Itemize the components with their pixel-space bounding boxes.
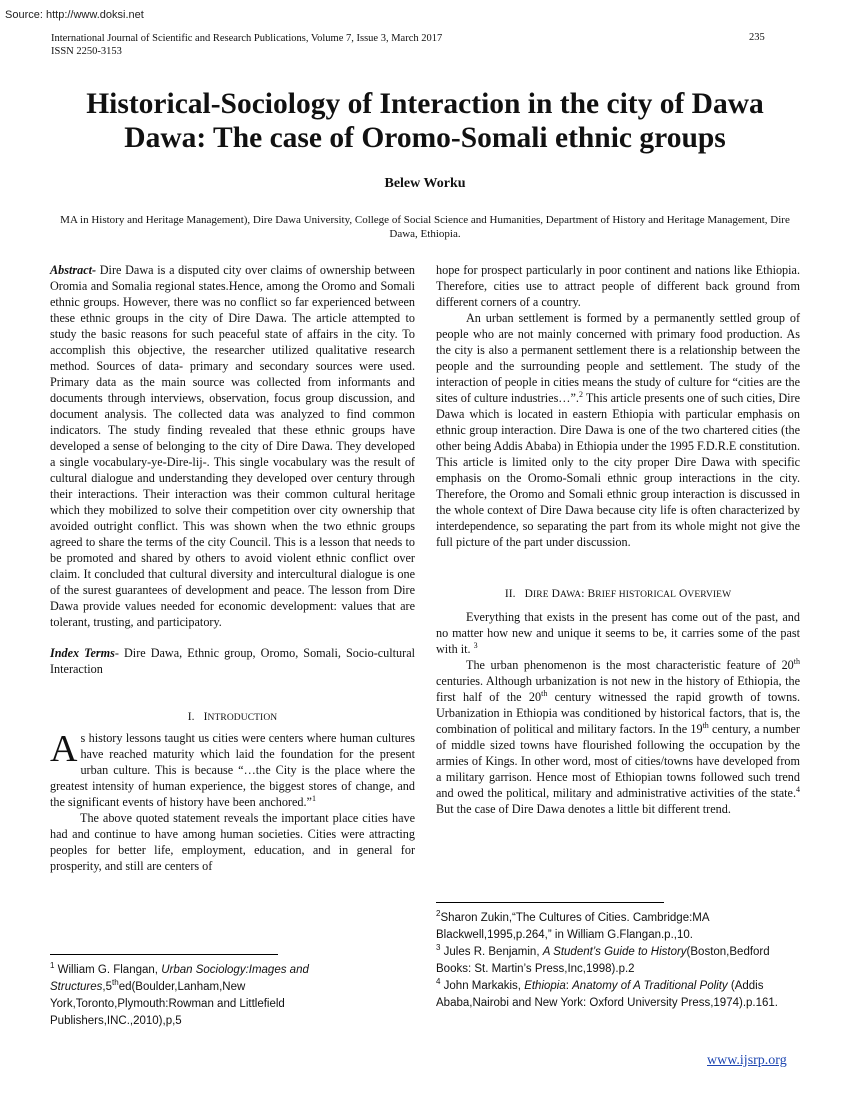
footnote-4: $^4$ John Markakis, Ethiopia: Anatomy of A Traditional Polity (Addis Ababa,Nairobi and New York: Oxford University Press,1974).p.161.: [436, 977, 778, 1009]
journal-website-link[interactable]: www.ijsrp.org: [707, 1053, 787, 1068]
page-number: 235: [749, 32, 765, 43]
history-paragraph-1: Everything that exists in the present has come out of the past, and no matter how new and unique it seems to be, it carries some of the past with it. $^3$: [436, 610, 800, 656]
history-paragraph-2: The urban phenomenon is the most characteristic feature of 20th centuries. Although urbanization is not new in the history of Ethiopia, the first half of the 20th century witnessed the rapid growth of towns. Urbanization in Ethiopia was conditioned by historical factors, that is, the combination of political and military factors. In the 19th century, a number of middle sized towns have flourished following the occupation by the armies of Kings. In other word, most of cities/towns have developed from a military garrison. Hence most of Ethiopian towns followed such trend and owed the political, military and administrative activities of the state.$^4$ But the case of Dire Dawa denotes a little bit different trend.: [436, 656, 800, 816]
section-heading-historical-overview: II. DIRE DAWA: BRIEF HISTORICAL OVERVIEW: [504, 588, 732, 600]
intro-paragraph-2: The above quoted statement reveals the important place cities have had and continue to have among human societies. Cities were attracting peoples for better life, employment, education, and in general for prosperity, and still are centers of: [50, 811, 415, 873]
author-name: Belew Worku: [384, 176, 466, 191]
paper-title: [50, 87, 800, 155]
journal-issn: ISSN 2250-3153: [51, 46, 122, 57]
journal-header: [51, 32, 442, 58]
section-heading-introduction: I. INTRODUCTION: [187, 711, 278, 723]
footnote-3: $^3$ Jules R. Benjamin, A Student’s Guide to History(Boston,Bedford Books: St. Martin’s Press,Inc,1998).p.2: [436, 943, 770, 975]
title-line-1: Historical-Sociology of Interaction in the city of Dawa: [86, 88, 764, 120]
source-url: Source: http://www.doksi.net: [5, 9, 144, 21]
title-line-2: Dawa: The case of Oromo-Somali ethnic groups: [124, 122, 726, 154]
footnote-2: $^2$Sharon Zukin,“The Cultures of Cities. Cambridge:MA Blackwell,1995,p.264,” in William G.Flangan.p.,10.: [436, 909, 709, 941]
intro-paragraph-continued: hope for prospect particularly in poor continent and nations like Ethiopia. Therefore, cities use to attract people of different back ground from different corners of a country.: [436, 263, 800, 309]
intro-paragraph-1: As history lessons taught us cities were centers where human cultures have reached maturity which laid the foundation for the present urban culture. This is because “…the City is the place where the greatest intensity of human experience, the biggest stores of change, and the significant events of history have been anchored.”$^1$: [50, 728, 415, 809]
intro-paragraph-3: An urban settlement is formed by a permanently settled group of people who are not mainly concerned with primary food production. As the city is also a permanent settlement there is a relationship between the people and the surrounding people and settlement. The study of the interaction of people in cities means the study of culture for “cities are the sites of culture industries…”.$^2$ This article presents one of such cities, Dire Dawa which is located in eastern Ethiopia with particular emphasis on ethnic group interaction. Dire Dawa is one of the two chartered cities (the other being Addis Ababa) in Ethiopia under the 1995 F.D.R.E constitution. This article is limited only to the city proper Dire Dawa with specific emphasis on the Oromo-Somali ethnic group interactions in the city. Therefore, the Oromo and Somali ethnic group interaction is discussed in the whole context of Dire Dawa because city life is often characterized by interdependence, so separating the part from its whole might not give the full picture of the part under discussion.: [436, 311, 801, 549]
footnote-divider-left: [50, 954, 278, 955]
drop-cap: A: [50, 728, 78, 770]
index-terms-text: - Dire Dawa, Ethnic group, Oromo, Somali, Socio-cultural Interaction: [50, 646, 415, 676]
abstract-text: Dire Dawa is a disputed city over claims of ownership between Oromia and Somalia regional states.Hence, among the Oromo and Somali ethnic groups. However, there was no conflict so far experienced between these ethnic groups in the city of Dire Dawa. The article attempted to study the basic reasons for such peaceful state of affairs in the city. To accomplish this objective, the researcher utilized qualitative research method. Sources of data- primary and secondary sources were used. Primary data as the main source was collected from informants and documents through interviews, observation, focus group discussion, and document analysis. The collected data was analyzed to find common indicators. The study finding revealed that these ethnic groups have developed a sense of belonging to the city of Dire Dawa. They developed a single vocabulary-ye-Dire-lij-. This single vocabulary was the result of cultural dialogue and understanding they developed over century through their interactions. Their interaction was their common cultural heritage which they mobilized to solve their competition over city ownership that avoided outright conflict. This was shown when the two ethnic groups agreed to share the terms of the city Council. This is a lesson that needs to be promoted and shared by others to avoid violent ethnic conflict over claim. It concluded that cultural diversity and intercultural dialogue is one of the surest guarantees of development and peace. The lesson from Dire Dawa provide values needed for economic development: values that are tolerant, trusting, and participatory.: [50, 263, 415, 629]
footnote-divider-right: [436, 902, 664, 903]
footnotes-right: [436, 910, 800, 1012]
footnote-ref: 2: [578, 389, 583, 399]
footnote-ref: 4: [796, 784, 800, 794]
footnote-ref: 1: [311, 793, 316, 803]
right-column: [436, 262, 800, 817]
abstract: [50, 262, 415, 630]
footnotes-left: [50, 962, 410, 1030]
author-affiliation: MA in History and Heritage Management), Dire Dawa University, College of Social Science and Humanities, Department of History and Heritage Management, Dire Dawa, Ethiopia.: [60, 214, 790, 240]
footnote-1: $^1$ William G. Flangan, Urban Sociology:Images and Structures,5thed(Boulder,Lanham,New York,Toronto,Plymouth:Rowman and Littlefield Publishers,INC.,2010),p,5: [50, 961, 309, 1027]
abstract-label: Abstract-: [50, 263, 97, 277]
index-terms: [50, 645, 415, 677]
left-column: [50, 262, 415, 874]
footnote-ref: 3: [473, 640, 478, 650]
journal-citation: International Journal of Scientific and Research Publications, Volume 7, Issue 3, March 2017: [51, 33, 443, 44]
index-terms-label: Index Terms: [50, 646, 115, 660]
